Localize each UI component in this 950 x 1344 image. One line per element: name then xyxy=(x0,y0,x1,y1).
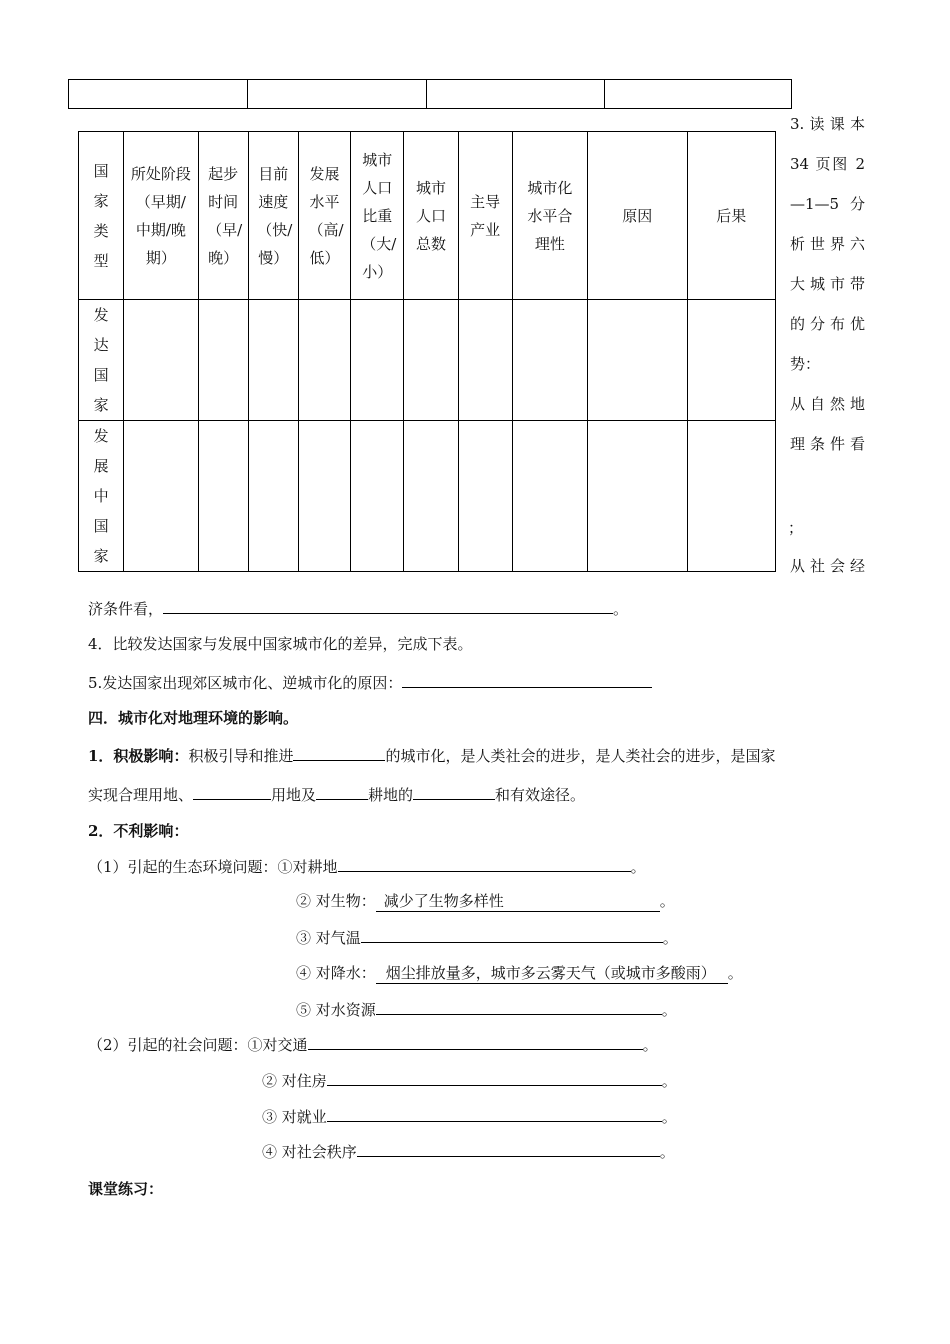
answer-blank[interactable] xyxy=(293,744,385,761)
eco-3: ③ 对气温 。 xyxy=(296,926,678,948)
header-reason: 原因 xyxy=(588,132,687,300)
answer-blank[interactable] xyxy=(316,783,368,800)
table-cell xyxy=(198,421,248,572)
urbanization-comparison-table xyxy=(78,131,776,572)
answer-blank[interactable] xyxy=(327,1105,662,1122)
practice-title: 课堂练习： xyxy=(88,1180,164,1198)
table-cell xyxy=(351,421,404,572)
table-cell xyxy=(298,421,350,572)
table-cell xyxy=(198,300,248,421)
answer-blank[interactable] xyxy=(163,597,613,614)
table-cell xyxy=(124,421,198,572)
table-cell xyxy=(404,300,458,421)
negative-impact-title: 2．不利影响： xyxy=(88,822,189,840)
side-semicolon: ； xyxy=(788,519,804,537)
eco-1: （1）引起的生态环境问题：①对耕地 。 xyxy=(88,855,646,877)
answer-blank[interactable] xyxy=(327,1069,662,1086)
answer-blank[interactable] xyxy=(376,998,662,1015)
table-cell xyxy=(458,421,512,572)
header-country-type: 国家类型 xyxy=(79,132,124,300)
side-question-3: 3.读课本 34 页图 2 —1—5 分 析世界六 大城市带 的分布优 势： 从自然地 理条件看 xyxy=(790,115,865,453)
answer-blank[interactable] xyxy=(402,671,652,688)
top-empty-table xyxy=(68,79,792,109)
q3-social-line: 济条件看， 。 xyxy=(88,597,628,619)
soc-3: ③ 对就业 。 xyxy=(262,1105,677,1127)
answer-blank[interactable] xyxy=(357,1140,660,1157)
header-urban-pop-total: 城市人口总数 xyxy=(404,132,458,300)
table-cell xyxy=(512,421,587,572)
answer-blank[interactable] xyxy=(338,855,631,872)
table-cell xyxy=(69,80,248,109)
row-label-developing: 发展中国家 xyxy=(79,421,124,572)
section-4-title: 四．城市化对地理环境的影响。 xyxy=(88,709,299,727)
question-5: 5.发达国家出现郊区城市化、逆城市化的原因： xyxy=(88,671,652,693)
table-cell xyxy=(687,300,775,421)
table-cell xyxy=(426,80,605,109)
table-cell xyxy=(404,421,458,572)
soc-2: ② 对住房 。 xyxy=(262,1069,677,1091)
header-start-time: 起步时间（早/晚） xyxy=(198,132,248,300)
answer-blank[interactable] xyxy=(361,926,663,943)
answer-blank[interactable] xyxy=(308,1033,643,1050)
table-cell xyxy=(298,300,350,421)
positive-impact-line1: 1．积极影响：积极引导和推进 的城市化，是人类社会的进步，是人类社会的进步，是国家 xyxy=(88,744,775,766)
table-cell xyxy=(351,300,404,421)
answer-blank[interactable] xyxy=(413,783,495,800)
eco-4: ④ 对降水： 烟尘排放量多，城市多云雾天气（或城市多酸雨） 。 xyxy=(296,964,743,982)
soc-1: （2）引起的社会问题：①对交通 。 xyxy=(88,1033,658,1055)
header-consequence: 后果 xyxy=(687,132,775,300)
header-rationality: 城市化水平合理性 xyxy=(512,132,587,300)
table-cell xyxy=(687,421,775,572)
header-level: 发展水平（高/低） xyxy=(298,132,350,300)
eco-5: ⑤ 对水资源 。 xyxy=(296,998,677,1020)
eco-2: ② 对生物： 减少了生物多样性 。 xyxy=(296,892,675,910)
table-cell xyxy=(247,80,426,109)
row-label-developed: 发达国家 xyxy=(79,300,124,421)
side-line-social: 从社会经 xyxy=(790,557,865,575)
header-leading-industry: 主导产业 xyxy=(458,132,512,300)
answer-blank[interactable] xyxy=(193,783,271,800)
table-cell xyxy=(588,300,687,421)
table-cell xyxy=(588,421,687,572)
table-cell xyxy=(248,300,298,421)
header-speed: 目前速度（快/慢） xyxy=(248,132,298,300)
table-cell xyxy=(124,300,198,421)
table-cell xyxy=(248,421,298,572)
question-4: 4．比较发达国家与发展中国家城市化的差异，完成下表。 xyxy=(88,635,473,653)
positive-impact-line2: 实现合理用地、 用地及 耕地的 和有效途径。 xyxy=(88,783,585,805)
soc-4: ④ 对社会秩序 。 xyxy=(262,1140,675,1162)
table-cell xyxy=(512,300,587,421)
header-urban-pop-ratio: 城市人口比重（大/小） xyxy=(351,132,404,300)
table-cell xyxy=(458,300,512,421)
table-cell xyxy=(605,80,792,109)
header-stage: 所处阶段（早期/中期/晚期） xyxy=(124,132,198,300)
